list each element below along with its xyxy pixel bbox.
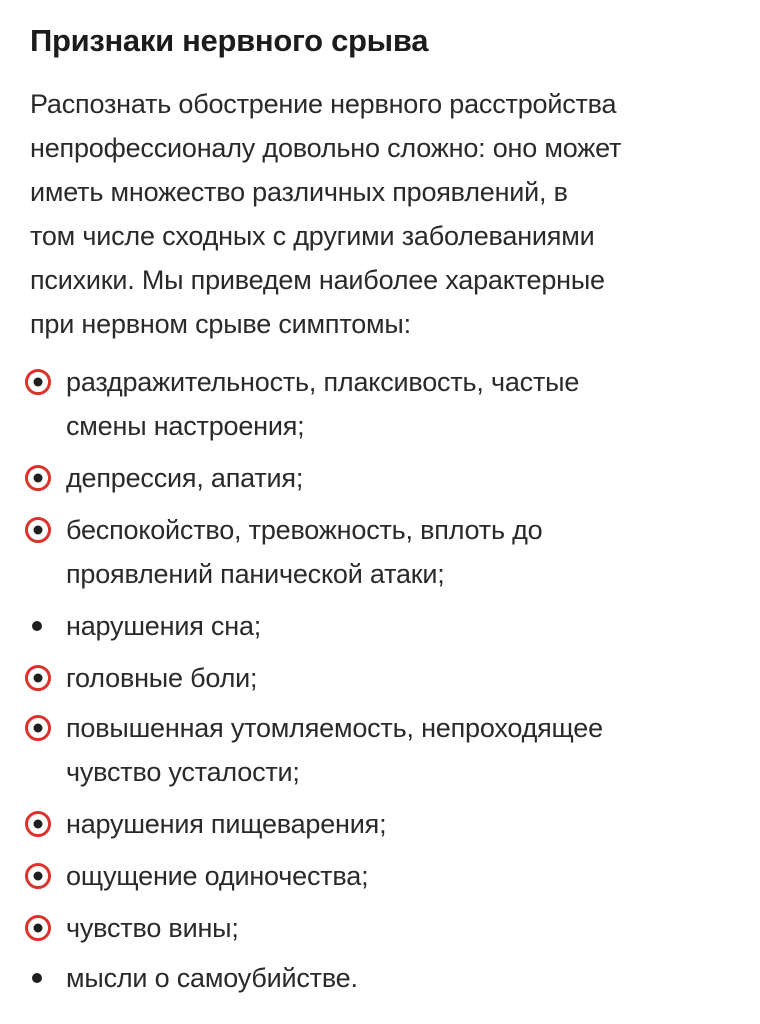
circle-dot-icon <box>24 664 52 692</box>
list-item-text <box>66 956 358 1000</box>
circle-dot-icon <box>24 368 52 396</box>
list-item-text <box>66 604 261 648</box>
intro-line: Распознать обострение нервного расстройства <box>30 89 617 119</box>
page-title: Признаки нервного срыва <box>30 23 429 58</box>
list-item-text <box>66 656 257 700</box>
intro-line: том числе сходных с другими заболеваниями <box>30 221 595 251</box>
circle-dot-icon <box>24 914 52 942</box>
bullet-dot-icon <box>30 619 44 633</box>
list-item-line: чувство вины; <box>66 913 239 943</box>
list-item-text <box>66 854 368 898</box>
list-item-line: нарушения сна; <box>66 611 262 641</box>
list-item-line: повышенная утомляемость, непроходящее <box>66 713 603 743</box>
list-item-text <box>66 802 386 846</box>
list-item-line: раздражительность, плаксивость, частые <box>66 367 580 397</box>
intro-line: при нервном срыве симптомы: <box>30 309 411 339</box>
intro-paragraph <box>30 82 740 346</box>
list-item-text <box>66 360 579 448</box>
circle-dot-icon <box>24 516 52 544</box>
list-item-line: мысли о самоубийстве. <box>66 963 358 993</box>
list-item-text <box>66 906 239 950</box>
list-item-line: нарушения пищеварения; <box>66 809 387 839</box>
circle-dot-icon <box>24 714 52 742</box>
list-item-line: депрессия, апатия; <box>66 463 304 493</box>
intro-line: непрофессионалу довольно сложно: оно может <box>30 133 622 163</box>
list-item-line: беспокойство, тревожность, вплоть до <box>66 515 543 545</box>
list-item-line: чувство усталости; <box>66 757 300 787</box>
list-item-line: головные боли; <box>66 663 258 693</box>
list-item-line: смены настроения; <box>66 411 305 441</box>
bullet-dot-icon <box>30 971 44 985</box>
list-item-line: ощущение одиночества; <box>66 861 369 891</box>
list-item-text <box>66 456 303 500</box>
circle-dot-icon <box>24 464 52 492</box>
intro-line: иметь множество различных проявлений, в <box>30 177 568 207</box>
intro-line: психики. Мы приведем наиболее характерные <box>30 265 605 295</box>
list-item-text <box>66 706 603 794</box>
list-item-text <box>66 508 542 596</box>
list-item-line: проявлений панической атаки; <box>66 559 445 589</box>
circle-dot-icon <box>24 810 52 838</box>
circle-dot-icon <box>24 862 52 890</box>
